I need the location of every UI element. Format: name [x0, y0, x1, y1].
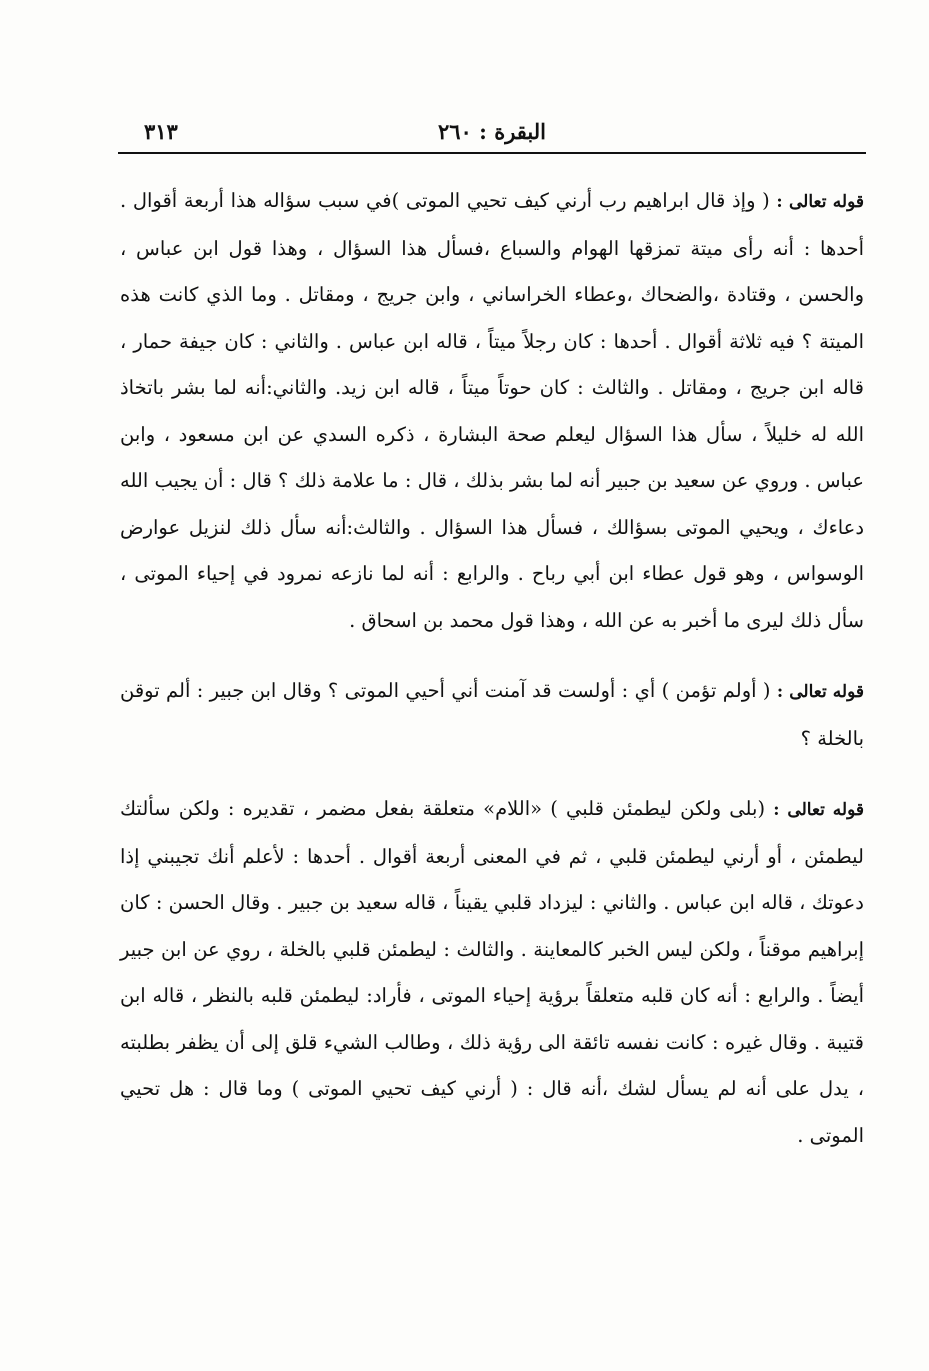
verse-lead: قوله تعالى :: [776, 192, 865, 212]
commentary-paragraph: [120, 668, 864, 762]
running-header: [118, 112, 866, 152]
commentary-body: [120, 178, 864, 1159]
paragraph-text: (بلى ولكن ليطمئن قلبي ) «اللام» متعلقة بفعل مضمر ، تقديره : ولكن سألتك ليطمئن ، أو أرني ليطمئن قلبي ، ثم في المعنى أربعة أقوال . أحدها : لأعلم أنك تجيبني إذا دعوتك ، قاله ابن عباس . والثاني : ليزداد قلبي يقيناً ، قاله سعيد بن جبير . وقال الحسن : كان إبراهيم موقناً ، ولكن ليس الخبر كالمعاينة . والثالث : ليطمئن قلبي بالخلة ، روي عن ابن جبير أيضاً . والرابع : أنه كان قلبه متعلقاً برؤية إحياء الموتى ، فأراد: ليطمئن قلبه بالنظر ، قاله ابن قتيبة . وقال غيره : كانت نفسه تائقة الى رؤية ذلك ، وطالب الشيء قلق إلى أن يظفر بطلبته ، يدل على أنه لم يسأل لشك ،أنه قال : ( أرني كيف تحيي الموتى ) وما قال : هل تحيي الموتى .: [120, 797, 864, 1147]
surah-reference: البقرة : ٢٦٠: [438, 119, 546, 144]
commentary-paragraph: [120, 786, 864, 1159]
commentary-paragraph: [120, 178, 864, 644]
verse-lead: قوله تعالى :: [773, 800, 864, 820]
page-number: ٣١٣: [144, 119, 178, 144]
header-rule: [118, 152, 866, 154]
paragraph-text: ( أولم تؤمن ) أي : أولست قد آمنت أني أحيي الموتى ؟ وقال ابن جبير : ألم توقن بالخلة ؟: [120, 679, 864, 750]
paragraph-text: ( وإذ قال ابراهيم رب أرني كيف تحيي الموتى )في سبب سؤاله هذا أربعة أقوال . أحدها : أنه رأى ميتة تمزقها الهوام والسباع ،فسأل هذا السؤال ، وهذا قول ابن عباس ، والحسن ، وقتادة ،والضحاك ،وعطاء الخراساني ، وابن جريج ، ومقاتل . وما الذي كانت هذه الميتة ؟ فيه ثلاثة أقوال . أحدها : كان رجلاً ميتاً ، قاله ابن عباس . والثاني : كان جيفة حمار ، قاله ابن جريج ، ومقاتل . والثالث : كان حوتاً ميتاً ، قاله ابن زيد. والثاني:أنه لما بشر باتخاذ الله له خليلاً ، سأل هذا السؤال ليعلم صحة البشارة ، ذكره السدي عن ابن مسعود ، وابن عباس . وروي عن سعيد بن جبير أنه لما بشر بذلك ، قال : ما علامة ذلك ؟ قال : أن يجيب الله دعاءك ، ويحيي الموتى بسؤالك ، فسأل هذا السؤال . والثالث:أنه سأل ذلك لنزيل عوارض الوسواس ، وهو قول عطاء ابن أبي رباح . والرابع : أنه لما نازعه نمرود في إحياء الموتى ، سأل ذلك ليرى ما أخبر به عن الله ، وهذا قول محمد بن اسحاق .: [120, 189, 864, 632]
verse-lead: قوله تعالى :: [776, 682, 865, 702]
